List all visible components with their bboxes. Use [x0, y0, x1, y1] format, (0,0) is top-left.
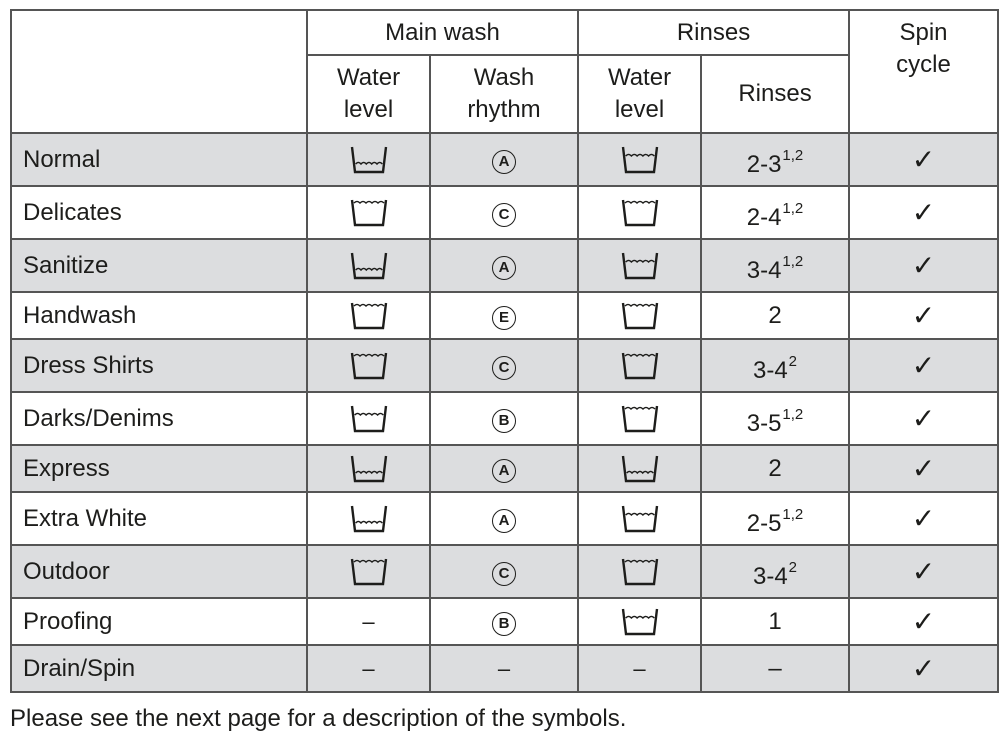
checkmark-icon: ✓	[911, 403, 936, 434]
wash-rhythm-circled-letter-icon: A	[492, 256, 516, 280]
dash-none: –	[362, 655, 375, 681]
main-wash-water-level-cell	[307, 339, 430, 392]
table-row	[11, 545, 998, 598]
rinses-count: 2	[768, 301, 782, 329]
checkmark-icon: ✓	[911, 653, 936, 684]
water-level-high-icon	[621, 302, 659, 330]
checkmark-icon: ✓	[911, 300, 936, 331]
program-name: Drain/Spin	[11, 645, 307, 692]
table-row	[11, 598, 998, 645]
rinses-count: 3-5	[746, 409, 782, 437]
program-name: Darks/Denims	[11, 392, 307, 445]
table-row	[11, 645, 998, 692]
water-level-high-icon	[621, 405, 659, 433]
spin-cycle-cell	[849, 492, 998, 545]
water-level-high-icon	[350, 199, 388, 227]
checkmark-icon: ✓	[911, 556, 936, 587]
main-wash-water-level-cell	[307, 598, 430, 645]
rinses-count-cell	[701, 292, 849, 339]
table-row	[11, 445, 998, 492]
table-row	[11, 492, 998, 545]
rinses-count-cell	[701, 598, 849, 645]
header-rn-water-level	[578, 55, 701, 133]
rinses-footnote-ref: 1,2	[782, 405, 804, 423]
water-level-medium-icon	[350, 405, 388, 433]
header-text: rhythm	[467, 96, 541, 123]
table-row	[11, 239, 998, 292]
wash-rhythm-circled-letter-icon: C	[492, 356, 516, 380]
program-name: Proofing	[11, 598, 307, 645]
water-level-medium-icon	[621, 252, 659, 280]
table-row	[11, 186, 998, 239]
rinses-count: 2-4	[746, 203, 782, 231]
water-level-high-icon	[621, 199, 659, 227]
wash-rhythm-circled-letter-icon: A	[492, 459, 516, 483]
program-name: Extra White	[11, 492, 307, 545]
table-row	[11, 392, 998, 445]
checkmark-icon: ✓	[911, 453, 936, 484]
rinses-footnote-ref: 1,2	[782, 505, 804, 523]
rinses-count: 3-4	[752, 356, 788, 384]
spin-cycle-cell	[849, 239, 998, 292]
dash-none: –	[497, 655, 511, 681]
rinses-footnote-ref: 2	[788, 558, 798, 576]
header-text: level	[343, 96, 394, 123]
wash-rhythm-cell	[430, 598, 578, 645]
header-mw-wash-rhythm	[430, 55, 578, 133]
header-text: Water	[607, 64, 672, 91]
checkmark-icon: ✓	[911, 606, 936, 637]
checkmark-icon: ✓	[911, 144, 936, 175]
rinses-count-cell	[701, 133, 849, 186]
header-spin-line1: Spin	[899, 19, 948, 46]
rinses-count: 3-4	[746, 256, 782, 284]
main-wash-water-level-cell	[307, 492, 430, 545]
wash-rhythm-cell	[430, 492, 578, 545]
main-wash-water-level-cell	[307, 545, 430, 598]
rinses-count-cell	[701, 392, 849, 445]
wash-rhythm-cell	[430, 292, 578, 339]
wash-rhythm-cell	[430, 133, 578, 186]
wash-rhythm-cell	[430, 339, 578, 392]
wash-rhythm-circled-letter-icon: B	[492, 612, 516, 636]
rinses-footnote-ref: 1,2	[782, 252, 804, 270]
program-name: Outdoor	[11, 545, 307, 598]
rinses-footnote-ref: 1,2	[782, 146, 804, 164]
water-level-high-icon	[350, 352, 388, 380]
program-name: Express	[11, 445, 307, 492]
rinses-count-cell	[701, 492, 849, 545]
wash-rhythm-cell	[430, 645, 578, 692]
water-level-low-icon	[621, 455, 659, 483]
wash-rhythm-circled-letter-icon: B	[492, 409, 516, 433]
water-level-high-icon	[350, 302, 388, 330]
rinses-count: 2-5	[746, 509, 782, 537]
water-level-high-icon	[350, 558, 388, 586]
header-mw-water-level	[307, 55, 430, 133]
table-row	[11, 339, 998, 392]
main-wash-water-level-cell	[307, 392, 430, 445]
wash-rhythm-circled-letter-icon: A	[492, 509, 516, 533]
header-blank-cell	[11, 10, 307, 133]
water-level-low-icon	[350, 505, 388, 533]
main-wash-water-level-cell	[307, 133, 430, 186]
main-wash-water-level-cell	[307, 239, 430, 292]
rinses-count-cell	[701, 339, 849, 392]
spin-cycle-cell	[849, 186, 998, 239]
wash-rhythm-cell	[430, 392, 578, 445]
water-level-low-icon	[350, 146, 388, 174]
header-spin-line2: cycle	[896, 51, 951, 78]
checkmark-icon: ✓	[911, 197, 936, 228]
rinses-count: 2	[768, 454, 782, 482]
water-level-medium-icon	[621, 608, 659, 636]
rinse-water-level-cell	[578, 545, 701, 598]
wash-rhythm-cell	[430, 186, 578, 239]
water-level-high-icon	[621, 558, 659, 586]
main-wash-water-level-cell	[307, 186, 430, 239]
rinse-water-level-cell	[578, 133, 701, 186]
program-chart-table	[10, 9, 999, 693]
main-wash-water-level-cell	[307, 292, 430, 339]
spin-cycle-cell	[849, 292, 998, 339]
wash-rhythm-circled-letter-icon: C	[492, 203, 516, 227]
wash-rhythm-circled-letter-icon: C	[492, 562, 516, 586]
checkmark-icon: ✓	[911, 250, 936, 281]
rinse-water-level-cell	[578, 186, 701, 239]
program-name: Sanitize	[11, 239, 307, 292]
program-name: Delicates	[11, 186, 307, 239]
header-rinses-group: Rinses	[578, 10, 849, 55]
footnote: Please see the next page for a description of the symbols.	[10, 705, 627, 732]
main-wash-water-level-cell	[307, 445, 430, 492]
rinses-count: 2-3	[746, 150, 782, 178]
rinse-water-level-cell	[578, 239, 701, 292]
program-name: Dress Shirts	[11, 339, 307, 392]
wash-rhythm-cell	[430, 239, 578, 292]
program-name: Handwash	[11, 292, 307, 339]
spin-cycle-cell	[849, 392, 998, 445]
rinses-count-cell	[701, 445, 849, 492]
rinses-count: 3-4	[752, 562, 788, 590]
header-text: Water	[336, 64, 401, 91]
spin-cycle-cell	[849, 645, 998, 692]
rinses-footnote-ref: 1,2	[782, 199, 804, 217]
table-row	[11, 133, 998, 186]
spin-cycle-cell	[849, 598, 998, 645]
water-level-high-icon	[621, 352, 659, 380]
main-wash-water-level-cell	[307, 645, 430, 692]
header-text: Wash	[473, 64, 535, 91]
water-level-low-icon	[350, 252, 388, 280]
spin-cycle-cell	[849, 133, 998, 186]
dash-none: –	[633, 655, 646, 681]
rinses-count-cell	[701, 186, 849, 239]
wash-rhythm-circled-letter-icon: A	[492, 150, 516, 174]
header-main-wash: Main wash	[307, 10, 578, 55]
water-level-low-icon	[350, 455, 388, 483]
rinses-count: 1	[768, 607, 782, 635]
water-level-medium-icon	[621, 146, 659, 174]
rinse-water-level-cell	[578, 645, 701, 692]
program-rows	[11, 133, 998, 692]
rinses-count-cell	[701, 545, 849, 598]
rinse-water-level-cell	[578, 445, 701, 492]
checkmark-icon: ✓	[911, 350, 936, 381]
checkmark-icon: ✓	[911, 503, 936, 534]
dash-none: –	[362, 608, 375, 634]
spin-cycle-cell	[849, 545, 998, 598]
water-level-medium-icon	[621, 505, 659, 533]
wash-rhythm-cell	[430, 445, 578, 492]
header-spin-cycle	[849, 10, 998, 133]
spin-cycle-cell	[849, 339, 998, 392]
rinses-count-cell	[701, 645, 849, 692]
header-text: Rinses	[738, 80, 812, 107]
rinse-water-level-cell	[578, 292, 701, 339]
rinses-count-cell	[701, 239, 849, 292]
spin-cycle-cell	[849, 445, 998, 492]
rinse-water-level-cell	[578, 339, 701, 392]
header-text: level	[614, 96, 665, 123]
program-name: Normal	[11, 133, 307, 186]
wash-rhythm-cell	[430, 545, 578, 598]
wash-rhythm-circled-letter-icon: E	[492, 306, 516, 330]
rinse-water-level-cell	[578, 598, 701, 645]
rinses-footnote-ref: 2	[788, 352, 798, 370]
header-rn-rinses	[701, 55, 849, 133]
rinses-count: –	[768, 654, 782, 682]
rinse-water-level-cell	[578, 392, 701, 445]
table-row	[11, 292, 998, 339]
rinse-water-level-cell	[578, 492, 701, 545]
